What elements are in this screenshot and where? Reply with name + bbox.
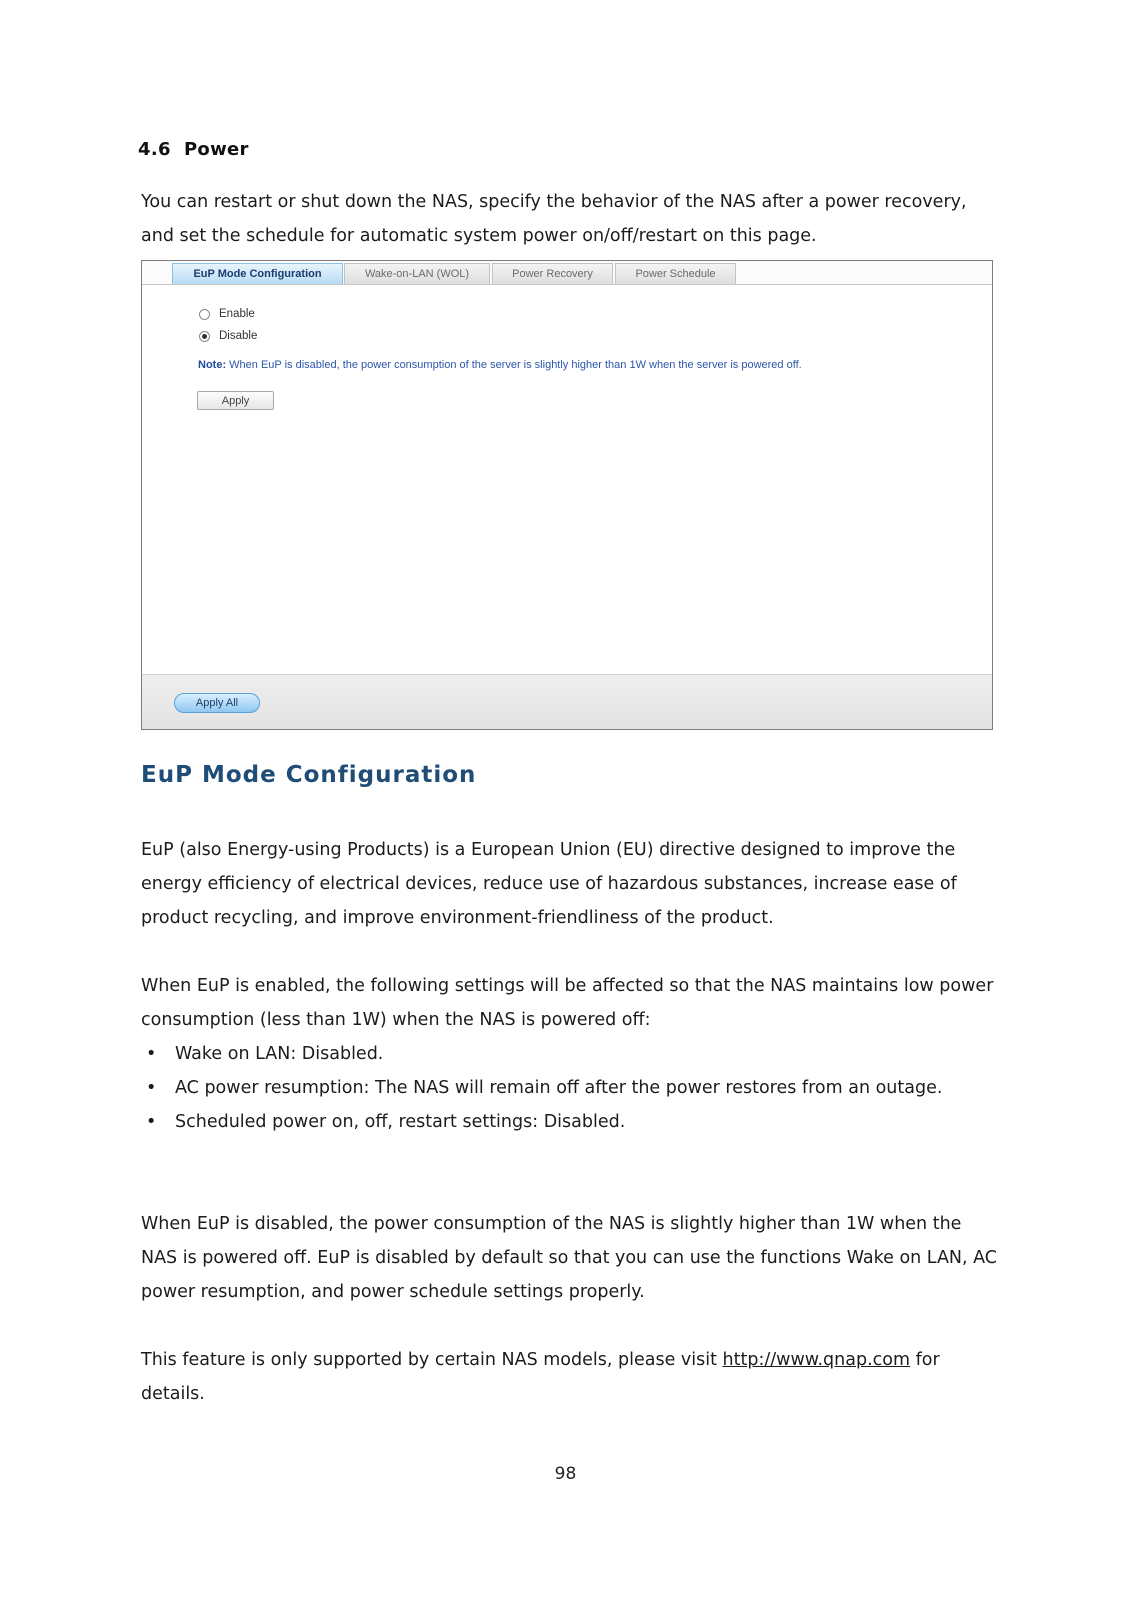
- note-text: [198, 359, 802, 371]
- eup-heading: EuP Mode Configuration: [141, 762, 477, 788]
- note-label: Note:: [198, 359, 227, 371]
- eup-enabled-paragraph: When EuP is enabled, the following settings will be affected so that the NAS maintains low power consumption (less than 1W) when the NAS is powered off:: [141, 976, 994, 1030]
- tab-bar: [142, 261, 992, 285]
- enable-radio[interactable]: [199, 309, 210, 320]
- list-item: [141, 1037, 1001, 1071]
- radio-selected-dot: [202, 334, 207, 339]
- affected-settings-list: [141, 1037, 1001, 1139]
- apply-button[interactable]: Apply: [197, 391, 274, 410]
- page-number: 98: [554, 1464, 577, 1484]
- supported-models-suffix: for details.: [141, 1350, 940, 1404]
- bullet-icon: •: [146, 1112, 157, 1132]
- apply-all-button[interactable]: Apply All: [174, 693, 260, 713]
- bullet-icon: •: [146, 1044, 157, 1064]
- tab-wake-on-lan[interactable]: Wake-on-LAN (WOL): [344, 263, 490, 284]
- section-number: 4.6: [138, 139, 171, 160]
- list-item-text: Wake on LAN: Disabled.: [175, 1044, 384, 1064]
- eup-definition-paragraph: EuP (also Energy-using Products) is a European Union (EU) directive designed to improve the energy efficiency of electrical devices, reduce use of hazardous substances, increase ease of product recycling, and improve environment-friendliness of the product.: [141, 840, 957, 928]
- power-settings-screenshot: [141, 260, 993, 730]
- bullet-icon: •: [146, 1078, 157, 1098]
- supported-models-paragraph: [141, 1343, 1001, 1411]
- tab-eup-mode-configuration[interactable]: EuP Mode Configuration: [172, 263, 343, 284]
- disable-label: Disable: [219, 330, 258, 342]
- list-item-text: AC power resumption: The NAS will remain off after the power restores from an outage.: [175, 1078, 943, 1098]
- panel-footer: [142, 674, 992, 729]
- tab-power-recovery[interactable]: Power Recovery: [492, 263, 613, 284]
- qnap-link[interactable]: http://www.qnap.com: [722, 1350, 911, 1370]
- list-item-text: Scheduled power on, off, restart settings: Disabled.: [175, 1112, 626, 1132]
- list-item: [141, 1105, 1001, 1139]
- enable-label: Enable: [219, 308, 255, 320]
- section-title: Power: [183, 139, 249, 160]
- list-item: [141, 1071, 1001, 1105]
- note-body: When EuP is disabled, the power consumption of the server is slightly higher than 1W when the server is powered off.: [229, 359, 802, 371]
- disable-radio[interactable]: [199, 331, 210, 342]
- section-heading: [138, 139, 249, 160]
- enable-option[interactable]: [199, 308, 255, 320]
- eup-disabled-paragraph: When EuP is disabled, the power consumption of the NAS is slightly higher than 1W when the NAS is powered off. EuP is disabled by default so that you can use the functions Wake on LAN, AC power resumption, and power schedule settings properly.: [141, 1214, 998, 1302]
- intro-paragraph: You can restart or shut down the NAS, specify the behavior of the NAS after a power recovery, and set the schedule for automatic system power on/off/restart on this page.: [141, 192, 967, 246]
- supported-models-text: This feature is only supported by certain NAS models, please visit: [141, 1350, 723, 1370]
- disable-option[interactable]: [199, 330, 257, 342]
- tab-power-schedule[interactable]: Power Schedule: [615, 263, 736, 284]
